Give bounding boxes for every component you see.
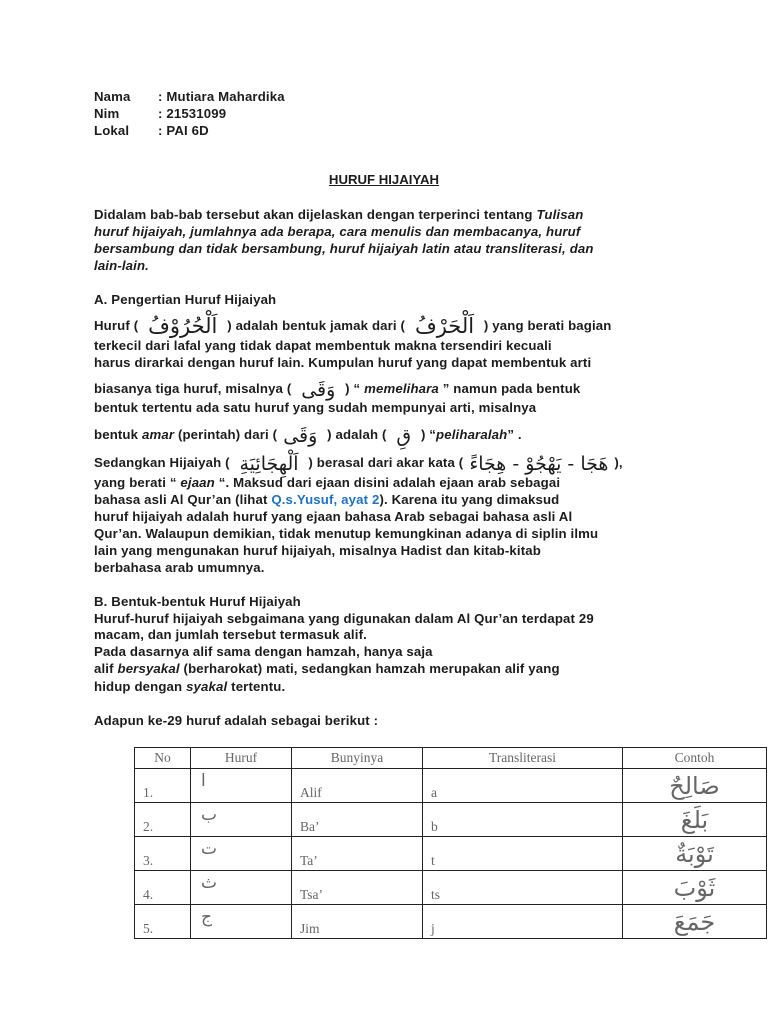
table-row <box>135 905 767 939</box>
header-bunyinya: Bunyinya <box>292 748 423 769</box>
italic-text: bersyakal <box>117 661 180 676</box>
section-b-line-1: Huruf-huruf hijaiyah sebgaimana yang digunakan dalam Al Qur’an terdapat 29 <box>94 611 594 626</box>
arabic-text: وَقَى <box>301 379 336 401</box>
italic-text: ejaan <box>180 475 215 490</box>
cell-bunyi: Ta’ <box>292 837 423 871</box>
text: ) yang berati bagian <box>483 318 612 333</box>
table-row <box>135 769 767 803</box>
arabic-text: قِ <box>396 425 412 447</box>
nama-label: Nama <box>94 89 131 104</box>
table-header-row <box>135 748 767 769</box>
page-title: HURUF HIJAIYAH <box>328 172 440 187</box>
table-row <box>135 871 767 905</box>
section-a-line-8 <box>94 475 560 491</box>
section-b-line-4 <box>94 661 560 677</box>
cell-no: 3. <box>135 837 191 871</box>
intro-line-4: lain-lain. <box>94 258 149 273</box>
text: bentuk <box>94 427 139 442</box>
section-b-line-5 <box>94 679 285 695</box>
cell-contoh: جَمَعَ <box>623 905 767 939</box>
text: ), <box>614 455 623 470</box>
cell-huruf: ب <box>191 803 292 837</box>
text: hidup dengan <box>94 679 183 694</box>
section-b-line-2: macam, dan jumlah tersebut termasuk alif. <box>94 627 367 642</box>
section-a-line-1 <box>94 314 612 338</box>
text: bahasa asli Al Qur’an (lihat <box>94 492 268 507</box>
arabic-text: اَلْحَرْفُ <box>414 314 475 338</box>
intro-line-1 <box>94 207 583 223</box>
intro-italic: Tulisan <box>536 207 584 222</box>
italic-text: peliharalah <box>436 427 508 442</box>
cell-bunyi: Jim <box>292 905 423 939</box>
italic-text: amar <box>141 427 175 442</box>
arabic-text: اَلْحُرُوْفُ <box>148 314 218 338</box>
section-a-line-3: harus dirагkai dengan huruf lain. Kumpulan huruf yang dapat membentuk arti <box>94 355 592 370</box>
cell-trans: ts <box>423 871 623 905</box>
cell-no: 4. <box>135 871 191 905</box>
text: tertentu. <box>231 679 286 694</box>
cell-huruf: ت <box>191 837 292 871</box>
header-no: No <box>135 748 191 769</box>
section-a-line-10: huruf hijaiyah adalah huruf yang ejaan bahasa Arab sebagai bahasa asli Al <box>94 509 573 524</box>
text: (berharokat) mati, sedangkan hamzah merupakan alif yang <box>183 661 560 676</box>
cell-bunyi: Tsa’ <box>292 871 423 905</box>
nama-value: : Mutiara Mahardika <box>158 89 285 104</box>
cell-no: 1. <box>135 769 191 803</box>
cell-huruf: ث <box>191 871 292 905</box>
section-a-line-7 <box>94 453 623 475</box>
cell-contoh: تَوْبَةٌ <box>623 837 767 871</box>
cell-contoh: بَلَغَ <box>623 803 767 837</box>
section-a-heading: A. Pengertian Huruf Hijaiyah <box>94 292 277 307</box>
arabic-text: اَلْهِجَائِيَةِ <box>239 453 299 475</box>
text: (perintah) dari ( <box>177 427 278 442</box>
intro-line-3: bersambung dan tidak bersambung, huruf hijaiyah latin atau transliterasi, dan <box>94 241 594 256</box>
lokal-row <box>94 123 209 139</box>
cell-trans: a <box>423 769 623 803</box>
text: yang berati “ <box>94 475 177 490</box>
cell-contoh: ثَوْبَ <box>623 871 767 905</box>
section-a-line-2: terkecil dari lafal yang tidak dapat membentuk makna tersendiri kecuali <box>94 338 552 353</box>
cell-huruf: ا <box>191 769 292 803</box>
header-transliterasi: Transliterasi <box>423 748 623 769</box>
cell-no: 5. <box>135 905 191 939</box>
table-row <box>135 837 767 871</box>
text: “. Maksud dari ejaan disini adalah ejaan arab sebagai <box>218 475 561 490</box>
section-a-line-4 <box>94 379 581 401</box>
header-contoh: Contoh <box>623 748 767 769</box>
text: Huruf ( <box>94 318 139 333</box>
text: ) “ <box>420 427 437 442</box>
cell-trans: b <box>423 803 623 837</box>
text: ) adalah bentuk jamak dari ( <box>227 318 406 333</box>
cell-huruf: ج <box>191 905 292 939</box>
section-a-line-9 <box>94 492 559 508</box>
table-row <box>135 803 767 837</box>
italic-text: memelihara <box>364 381 439 396</box>
section-a-line-5: bentuk tertentu ada satu huruf yang sudah mempunyai arti, misalnya <box>94 400 537 415</box>
text: alif <box>94 661 114 676</box>
text: ” namun pada bentuk <box>442 381 581 396</box>
text: ) adalah ( <box>327 427 387 442</box>
text: ). Karena itu yang dimaksud <box>379 492 560 507</box>
cell-contoh: صَالِحٌ <box>623 769 767 803</box>
nama-row <box>94 89 285 105</box>
text: ) “ <box>345 381 361 396</box>
cell-trans: t <box>423 837 623 871</box>
section-b-heading: B. Bentuk-bentuk Huruf Hijaiyah <box>94 594 301 609</box>
italic-text: syakal <box>186 679 228 694</box>
header-huruf: Huruf <box>191 748 292 769</box>
arabic-text: وَقَى <box>283 425 318 447</box>
text: Sedangkan Hijaiyah ( <box>94 455 230 470</box>
section-a-line-11: Qur’an. Walaupun demikian, tidak menutup kemungkinan adanya di siplin ilmu <box>94 526 599 541</box>
cell-bunyi: Alif <box>292 769 423 803</box>
text: biasanya tiga huruf, misalnya ( <box>94 381 292 396</box>
arabic-text: هَجَا - يَهْجُوْ - هِجَاءً <box>469 453 609 475</box>
lokal-label: Lokal <box>94 123 130 138</box>
hijaiyah-table <box>134 747 767 939</box>
cell-bunyi: Ba’ <box>292 803 423 837</box>
nim-label: Nim <box>94 106 120 121</box>
cell-no: 2. <box>135 803 191 837</box>
intro-line-2: huruf hijaiyah, jumlahnya ada berapa, cara menulis dan membacanya, huruf <box>94 224 581 239</box>
section-a-line-12: lain yang mengunakan huruf hijaiyah, misalnya Hadist dan kitab-kitab <box>94 543 541 558</box>
section-a-line-6 <box>94 425 522 447</box>
cell-trans: j <box>423 905 623 939</box>
quran-reference-link[interactable]: Q.s.Yusuf, ayat 2 <box>271 492 380 507</box>
section-b-line-3: Pada dasarnya alif sama dengan hamzah, hanya saja <box>94 644 433 659</box>
nim-value: : 21531099 <box>158 106 227 121</box>
text: ) berasal dari akar kata ( <box>308 455 464 470</box>
intro-text: Didalam bab-bab tersebut akan dijelaskan dengan terperinci tentang <box>94 207 533 222</box>
lokal-value: : PAI 6D <box>158 123 209 138</box>
nim-row <box>94 106 226 122</box>
section-a-line-13: berbahasa arab umumnya. <box>94 560 265 575</box>
list-intro: Adapun ke-29 huruf adalah sebagai berikut : <box>94 713 379 728</box>
text: ” . <box>507 427 522 442</box>
